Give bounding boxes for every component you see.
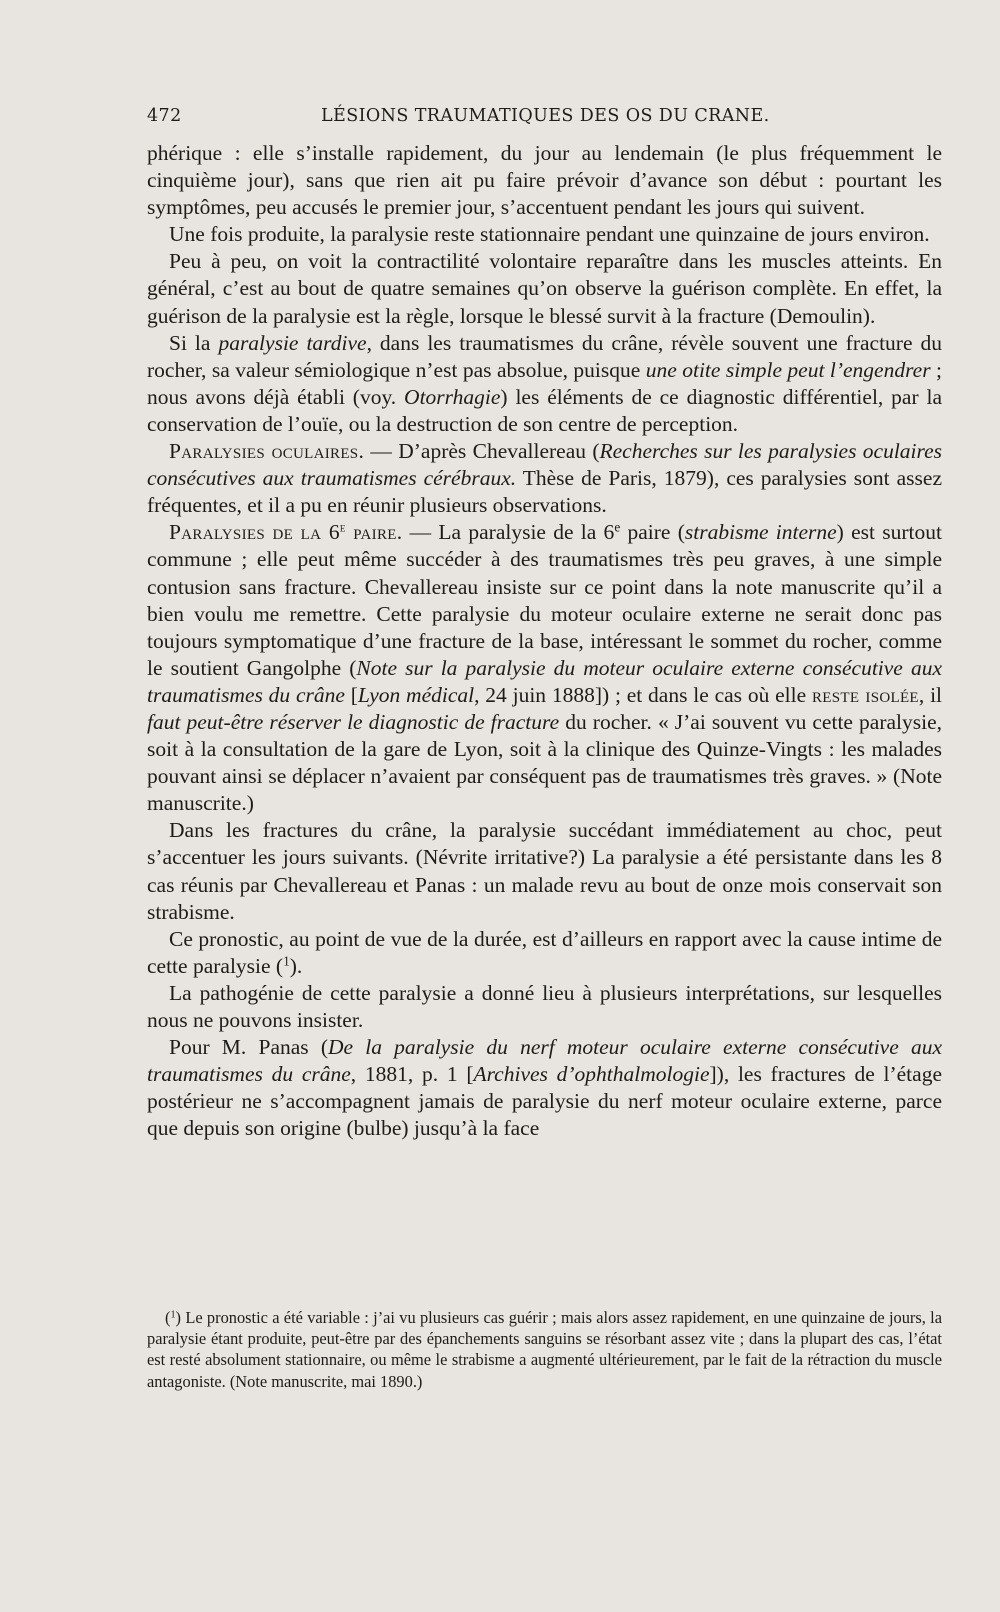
paragraph: [147, 330, 942, 438]
paragraph: La pathogénie de cette paralysie a donné lieu à plusieurs interprétations, sur lesquelles nous ne pouvons insister.: [147, 980, 942, 1032]
text-run: ) les éléments de ce diagnostic différentiel, par la conservation de l’ouïe, ou la destruction de son centre de perception.: [147, 384, 942, 436]
paragraph: [147, 438, 942, 519]
footnote: ($^1$) Le pronostic a été variable : j’ai vu plusieurs cas guérir ; mais alors assez rapidement, en une quinzaine de jours, la paralysie étant produite, peut-être par des épanchements sanguins se résorbant assez vite ; dans la plupart des cas, l’état est resté absolument stationnaire, ou même le strabisme a augmenté ultérieurement, par le fait de la rétraction du muscle antagoniste. (Note manuscrite, mai 1890.): [147, 1308, 942, 1391]
italic-citation: Recherches sur les paralysies oculaires consécutives aux traumatismes cérébraux.: [147, 439, 942, 491]
text-run: ).: [289, 953, 303, 978]
text-run: , dans les traumatismes du crâne, révèle souvent une fracture du rocher, sa valeur sémiologique n’est pas absolue, puisque: [147, 330, 942, 382]
paragraph: [147, 519, 942, 817]
italic-term: strabisme interne: [684, 520, 837, 545]
text-run: , 1881, p. 1 [: [350, 1062, 474, 1087]
text-run: paire (: [620, 520, 685, 545]
text-run: ; nous avons déjà établi (voy.: [147, 357, 942, 409]
section-heading: [169, 520, 402, 544]
footnote-ref[interactable]: 1: [283, 953, 290, 969]
italic-citation: Archives d’ophthalmologie: [473, 1062, 710, 1087]
text-run: [: [344, 682, 358, 707]
paragraph: phérique : elle s’installe rapidement, du jour au lendemain (le plus fréquemment le cinquième jour), sans que rien ait pu faire prévoir d’avance son début : pourtant les symptômes, peu accusés le premier jour, s’accentuent pendant les jours qui suivent.: [147, 141, 942, 220]
footnote-marker: 1: [170, 1309, 176, 1321]
text-run: ]), les fractures de l’étage postérieur ne s’accompagnent jamais de paralysie du nerf moteur oculaire externe, parce que depuis son origine (bulbe) jusqu’à la face: [147, 1062, 942, 1141]
text-run: ) est surtout commune ; elle peut même succéder à des traumatismes très peu graves, à une simple contusion sans fracture. Chevallereau insiste sur ce point dans la note manuscrite qu’il a bien voulu me remettre. Cette paralysie du moteur oculaire externe ne serait donc pas toujours symptomatique d’une fracture de la base, intéressant le sommet du rocher, comme le soutient Gangolphe (: [147, 520, 942, 680]
text-run: — D’après Chevallereau (: [364, 439, 600, 464]
text-run: , 24 juin 1888]) ; et dans le cas où elle: [474, 682, 812, 707]
text-run: Pour M. Panas (: [169, 1035, 328, 1060]
italic-citation: Lyon médical: [357, 682, 475, 707]
text-run: — La paralysie de la 6: [402, 520, 615, 545]
paragraph: Peu à peu, on voit la contractilité volontaire reparaître dans les muscles atteints. En général, c’est au bout de quatre semaines qu’on observe la guérison complète. En effet, la guérison de la paralysie est la règle, lorsque le blessé survit à la fracture (Demoulin).: [147, 249, 942, 328]
main-text: [147, 140, 942, 1142]
page-number: 472: [147, 106, 182, 126]
italic-reference: Otorrhagie: [404, 384, 501, 409]
italic-phrase: une otite simple peut l’engendrer: [645, 357, 931, 382]
paragraph: [147, 926, 942, 980]
italic-term: paralysie tardive: [218, 330, 367, 355]
section-heading: Paralysies oculaires.: [169, 439, 365, 464]
text-run: Thèse de Paris, 1879), ces paralysies sont assez fréquentes, et il a pu en réunir plusieurs observations.: [147, 466, 942, 518]
text-run: Si la: [169, 330, 219, 355]
paragraph: Une fois produite, la paralysie reste stationnaire pendant une quinzaine de jours environ.: [169, 222, 930, 247]
superscript: e: [339, 519, 346, 535]
text-run: Ce pronostic, au point de vue de la durée, est d’ailleurs en rapport avec la cause intime de cette paralysie (: [147, 926, 942, 978]
superscript: e: [614, 519, 621, 535]
paragraph: [147, 1034, 942, 1142]
heading-text: paire.: [345, 520, 403, 545]
italic-citation: De la paralysie du nerf moteur oculaire externe consécutive aux traumatismes du crâne: [147, 1035, 942, 1087]
italic-phrase: faut peut-être réserver le diagnostic de fracture: [147, 709, 560, 734]
running-title: LÉSIONS TRAUMATIQUES DES OS DU CRANE.: [321, 106, 770, 126]
text-run: du rocher. « J’ai souvent vu cette paralysie, soit à la consultation de la gare de Lyon, soit à la clinique des Quinze-Vingts : les malades pouvant ainsi se déplacer n’avaient par conséquent pas de traumatismes très graves. » (Note manuscrite.): [147, 709, 943, 816]
paragraph: Dans les fractures du crâne, la paralysie succédant immédiatement au choc, peut s’accentuer les jours suivants. (Névrite irritative?) La paralysie a été persistante dans les 8 cas réunis par Chevallereau et Panas : un malade revu au bout de onze mois conservait son strabisme.: [147, 818, 942, 924]
footnote-area: [147, 1307, 942, 1392]
footnote-text: Le pronostic a été variable : j’ai vu plusieurs cas guérir ; mais alors assez rapidement, en une quinzaine de jours, la paralysie étant produite, peut-être par des épanchements sanguins se résorbant assez vite ; dans la plupart des cas, l’état est resté absolument stationnaire, ou même le strabisme a augmenté ultérieurement, par le fait de la rétraction du muscle antagoniste. (Note manuscrite, mai 1890.): [147, 1308, 942, 1391]
italic-citation: Note sur la paralysie du moteur oculaire externe consécutive aux traumatismes du crâne: [147, 655, 942, 707]
text-run: , il: [918, 682, 943, 707]
small-caps-phrase: reste isolée: [811, 682, 919, 707]
heading-text: Paralysies de la 6: [169, 520, 340, 545]
running-header: [147, 106, 942, 132]
